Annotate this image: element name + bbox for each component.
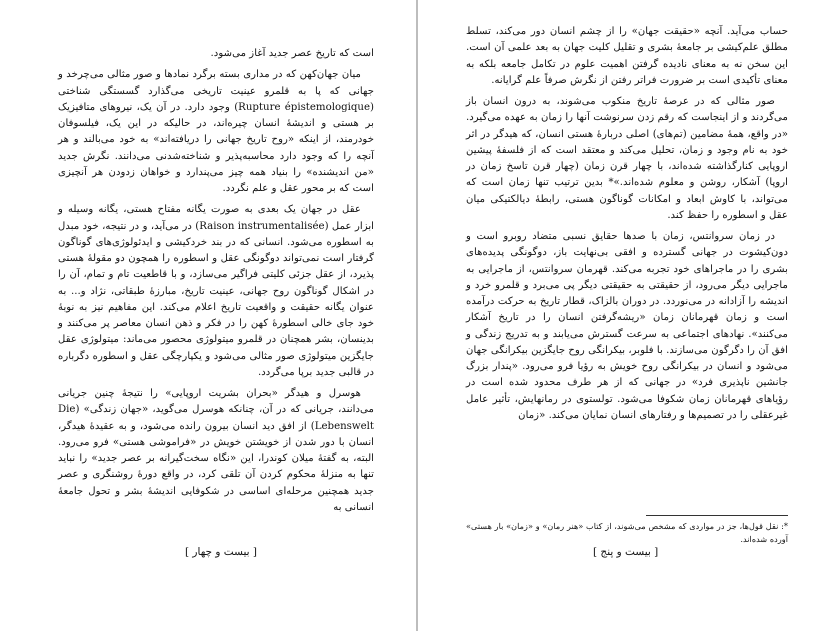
paragraph: میان جهان‌کهن که در مداری بسته برگرد نمادها و صور مثالی می‌چرخد و جهانی که پا به قلمرو عینیت تاریخی می‌گذارد گسستگی شناختی (Rupture épistemologique) وجود دارد. در آن یک، نیروهای متافیزیک بر هستی و اندیشهٔ انسان چیره‌اند، در حالیکه در این یک، فیلسوفان خودرمند، از اینکه «روح تاریخ جهانی را دریافته‌اند» به خود می‌بالند و هر آنچه را که وجود دارد محاسبه‌پذیر و شناخته‌شدنی می‌دانند. نگرش جدید «من اندیشنده» را بنیاد همه چیز می‌پندارد و خواهان زدودن هر آنچیزی است که بر محور عقل و علم نگردد. [58, 69, 374, 194]
left-page [0, 0, 416, 631]
paragraph: است که تاریخ عصر جدید آغاز می‌شود. [210, 48, 374, 59]
left-page-text [58, 46, 374, 521]
footnote-divider [646, 515, 788, 516]
paragraph: در زمان سروانتس، زمان با صدها حقایق نسبی متضاد روبرو است و دون‌کیشوت در جهانی گسترده و افقی بی‌نهایت باز، دوگونگی پدیده‌های بشری را در ماجراهای خود تجربه می‌کند. قهرمان سروانتس، از ماجرایی به ماجرایی دیگر می‌رود، از حقیقتی به حقیقتی دیگر پی می‌برد و قلمرو خرد و اندیشه را آزادانه در می‌نوردد. در دوران بالزاک، قطار تاریخ به حرکت درآمده است و زمان قهرمانان زمان «ریشه‌گرفتن انسان را در تاریخ آشکار می‌کنند». نهادهای اجتماعی به سرعت گسترش می‌یابند و به تدریج زندگی و افق آن را دگرگون می‌سازند. با فلوبر، بیکرانگی روح جایگزین بیکرانگی جهان می‌شود و انسان در بیکرانگی روح خویش به رؤیا فرو می‌رود. «پندار بزرگ جانشین ناپذیری فرد» در جهانی که از هر طرف محدود شده است در رؤیاهای قهرمانان زمان شکوفا می‌شود. تولستوی در رمانهایش، تأثیر عامل غیرعقلی را در تصمیم‌ها و رفتارهای انسان نمایان می‌کند. «زمان [466, 231, 788, 421]
page-number: [ بیست و پنج ] [593, 546, 659, 558]
paragraph: عقل در جهان یک بعدی به صورت یگانه مفتاح هستی، یگانه وسیله و ابزار عمل (Raison instrumentalisée) در می‌آید، و در نتیجه، خود مبدل به اسطوره می‌شود. انسانی که در بند خردکیشی و ایدئولوژی‌های گوناگون گرفتار است نمی‌تواند دوگونگی عقل و اسطوره را همچون دو مقولهٔ هستی پذیرد، از عقل جزئی کلیتی فراگیر می‌سازد، و با قاطعیت تام و تمام، آن را در اشکال گوناگون روح جهانی، عینیت تاریخ، مبارزهٔ طبقاتی، نژاد و... به عنوان یگانه حقیقت و واقعیت تاریخ اعلام می‌کند. این مفاهیم نیز به نوبهٔ خود جای خالی اسطورهٔ کهن را در فکر و ذهن انسان معاصر پر می‌کنند و بدینسان، بشر همچنان در قلمرو میتولوژی محصور می‌ماند: میتولوژی عقل جایگزین میتولوژی صور مثالی می‌شود و یکپارچگی عقل و اسطوره دگرباره در قالبی جدید برپا می‌گردد. [58, 204, 374, 378]
paragraph: حساب می‌آید. آنچه «حقیقت جهان» را از چشم انسان دور می‌کند، تسلط مطلق علم‌کیشی بر جامعهٔ بشری و تقلیل کلیت جهان به بعد علمی آن است. این سخن نه به معنای نادیده گرفتن اهمیت علوم در تکامل جامعه بلکه به معنای تأکیدی است بر ضرورت فراتر رفتن از نگرش صرفاً علم گرایانه. [466, 26, 788, 86]
paragraph: صور مثالی که در عرصهٔ تاریخ منکوب می‌شوند، به درون انسان باز می‌گردند و از اینجاست که رقم زدن سرنوشت آنها را زمان به عهده می‌گیرد. «در واقع، همهٔ مضامین (تم‌های) اصلی دربارهٔ هستی انسان، که هیدگر در اثر خود به نام وجود و زمان، تحلیل می‌کند و معتقد است که از فلسفهٔ پیشین اروپایی کنارگذاشته شده‌اند، با چهار قرن زمان (چهار قرن تاسخ زمان در اروپا) آشکار، روشن و معلوم شده‌اند.»* بدین ترتیب تنها زمان است که می‌تواند، با کاوش ابعاد و امکانات گوناگون هستی، رابطهٔ دیالکتیکی میان عقل و اسطوره را حفظ کند. [466, 96, 788, 221]
right-page-text [466, 24, 788, 429]
paragraph: هوسرل و هیدگر «بحران بشریت اروپایی» را نتیجهٔ چنین جریانی می‌دانند، جریانی که در آن، چنانکه هوسرل می‌گوید، «جهان زندگی» (Die Lebenswelt) از افق دید انسان بیرون رانده می‌شود، و به عقیدهٔ هیدگر، انسان با دور شدن از خویشتن خویش در «فراموشی هستی» فرو می‌رود. البته، به گفتهٔ میلان کوندرا، این «نگاه سخت‌گیرانه بر عصر جدید» را نباید تنها به منزلهٔ محکوم کردن آن تلقی کرد، در واقع دورهٔ روشنگری و عصر جدید همچنین مرحله‌ای اساسی در شکوفایی اندیشهٔ بشر و تحول جامعهٔ انسانی به [58, 388, 374, 513]
right-page [418, 0, 835, 631]
page-number: [ بیست و چهار ] [185, 546, 257, 558]
footnote: *: نقل قول‌ها، جز در مواردی که مشخص می‌شوند، از کتاب «هنر رمان» و «زمان» بار هستی» آورده شده‌اند. [466, 521, 788, 544]
